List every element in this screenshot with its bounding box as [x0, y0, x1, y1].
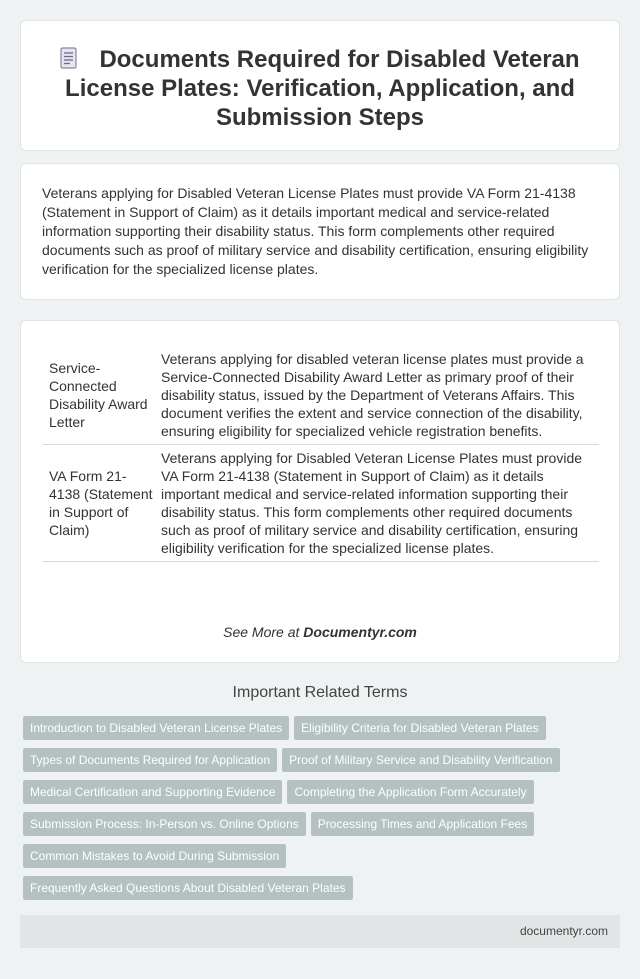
footer-site-link[interactable]: documentyr.com [519, 924, 608, 938]
document-icon [60, 47, 77, 69]
page-title-text: Documents Required for Disabled Veteran License Plates: Verification, Application, and Submission Steps [65, 46, 580, 131]
table-row [43, 445, 599, 562]
related-terms-list [23, 716, 623, 908]
related-term-tag[interactable]: Processing Times and Application Fees [311, 812, 534, 836]
see-more-site: Documentyr.com [303, 624, 417, 640]
related-term-tag[interactable]: Submission Process: In-Person vs. Online Options [23, 812, 306, 836]
documents-table [43, 346, 599, 562]
related-term-tag[interactable]: Eligibility Criteria for Disabled Veteran Plates [294, 716, 545, 740]
related-term-tag[interactable]: Completing the Application Form Accurately [287, 780, 533, 804]
table-row [43, 346, 599, 445]
see-more-prefix: See More at [223, 624, 304, 640]
title-card [20, 20, 620, 151]
document-description: Veterans applying for disabled veteran license plates must provide a Service-Connected Disability Award Letter as primary proof of their disability status, issued by the Department of Veterans Affairs. This document verifies the extent and service connection of the disability, ensuring eligibility for specialized vehicle registration benefits. [161, 346, 599, 445]
related-term-tag[interactable]: Introduction to Disabled Veteran License Plates [23, 716, 289, 740]
footer [20, 915, 620, 948]
related-term-tag[interactable]: Frequently Asked Questions About Disabled Veteran Plates [23, 876, 353, 900]
see-more-link[interactable] [21, 624, 619, 640]
related-term-tag[interactable]: Common Mistakes to Avoid During Submission [23, 844, 286, 868]
document-term: Service-Connected Disability Award Letter [43, 346, 161, 445]
related-term-tag[interactable]: Proof of Military Service and Disability Verification [282, 748, 559, 772]
document-term: VA Form 21-4138 (Statement in Support of Claim) [43, 445, 161, 562]
related-term-tag[interactable]: Medical Certification and Supporting Evidence [23, 780, 282, 804]
intro-card [20, 163, 620, 300]
page-title [51, 45, 589, 132]
document-description: Veterans applying for Disabled Veteran License Plates must provide VA Form 21-4138 (Statement in Support of Claim) as it details important medical and service-related information supporting their disability status. This form complements other required documents such as proof of military service and disability certification, ensuring eligibility verification for the specialized license plates. [161, 445, 599, 562]
documents-table-card [20, 320, 620, 663]
related-terms-heading: Important Related Terms [232, 684, 408, 701]
intro-paragraph: Veterans applying for Disabled Veteran License Plates must provide VA Form 21-4138 (Statement in Support of Claim) as it details important medical and service-related information supporting their disability status. This form complements other required documents such as proof of military service and disability certification, ensuring eligibility verification for the specialized license plates. [42, 185, 589, 277]
related-term-tag[interactable]: Types of Documents Required for Application [23, 748, 277, 772]
